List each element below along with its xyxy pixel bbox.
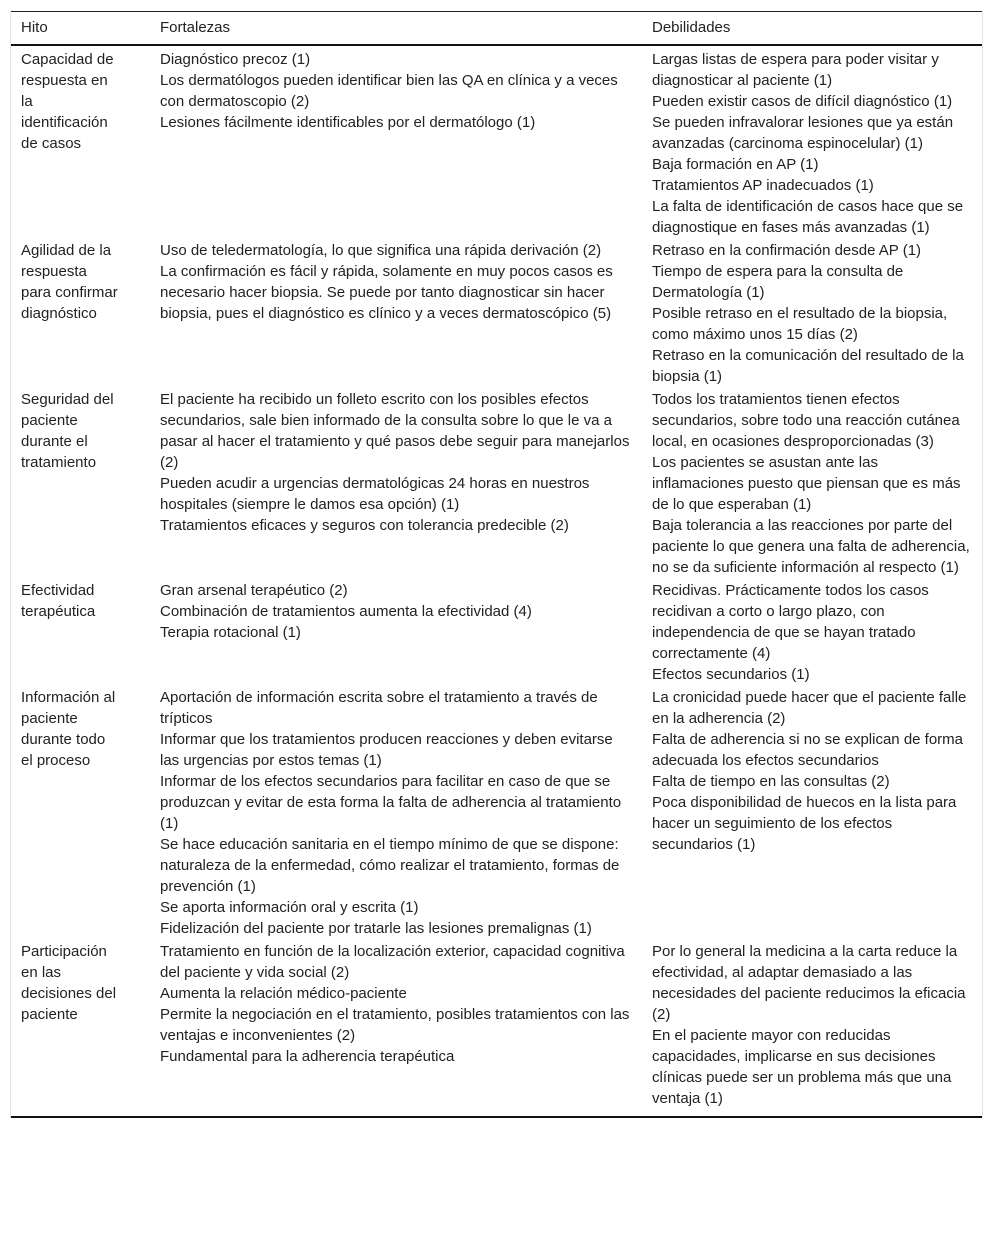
- fortaleza-item: Aumenta la relación médico-paciente: [160, 985, 407, 1002]
- fortaleza-item: Fidelización del paciente por tratarle las lesiones premalignas (1): [160, 920, 592, 937]
- fortaleza-item: Lesiones fácilmente identificables por el dermatólogo (1): [160, 114, 536, 131]
- fortaleza-item: Terapia rotacional (1): [160, 624, 301, 641]
- fortaleza-item: Se hace educación sanitaria en el tiempo mínimo de que se dispone: naturaleza de la enfermedad, cómo realizar el tratamiento, formas de prevención (1): [160, 836, 620, 895]
- fortalezas-cell: [150, 579, 642, 686]
- fortaleza-item: Se aporta información oral y escrita (1): [160, 899, 419, 916]
- table-header: [11, 12, 982, 46]
- fortaleza-item: Uso de teledermatología, lo que significa una rápida derivación (2): [160, 242, 602, 259]
- debilidad-item: Por lo general la medicina a la carta reduce la efectividad, al adaptar demasiado a las necesidades del paciente reducimos la eficacia (2): [652, 943, 966, 1023]
- column-header-hito: Hito: [21, 19, 48, 36]
- debilidad-item: Pueden existir casos de difícil diagnóstico (1): [652, 93, 953, 110]
- debilidad-item: Tiempo de espera para la consulta de Dermatología (1): [652, 263, 904, 301]
- debilidades-cell: [642, 579, 982, 686]
- debilidades-cell: [642, 388, 982, 579]
- fortaleza-item: Tratamientos eficaces y seguros con tolerancia predecible (2): [160, 517, 569, 534]
- debilidad-item: Falta de adherencia si no se explican de forma adecuada los efectos secundarios: [652, 731, 964, 769]
- hito-cell: Información al paciente durante todo el proceso: [21, 689, 116, 769]
- fortaleza-item: Fundamental para la adherencia terapéutica: [160, 1048, 455, 1065]
- debilidad-item: Falta de tiempo en las consultas (2): [652, 773, 890, 790]
- table-row: [11, 239, 982, 388]
- debilidad-item: Largas listas de espera para poder visitar y diagnosticar al paciente (1): [652, 51, 939, 89]
- debilidad-item: Retraso en la comunicación del resultado de la biopsia (1): [652, 347, 964, 385]
- hito-cell: Agilidad de la respuesta para confirmar diagnóstico: [21, 242, 118, 322]
- debilidad-item: Todos los tratamientos tienen efectos secundarios, sobre todo una reacción cutánea local, en ocasiones desproporcionadas (3): [652, 391, 960, 450]
- fortaleza-item: Informar que los tratamientos producen reacciones y deben evitarse las urgencias por estos temas (1): [160, 731, 613, 769]
- fortaleza-item: Los dermatólogos pueden identificar bien las QA en clínica y a veces con dermatoscopio (2): [160, 72, 618, 110]
- table-row: [11, 686, 982, 940]
- debilidades-cell: [642, 686, 982, 940]
- debilidades-cell: [642, 940, 982, 1117]
- debilidad-item: Posible retraso en el resultado de la biopsia, como máximo unos 15 días (2): [652, 305, 948, 343]
- debilidad-item: Baja tolerancia a las reacciones por parte del paciente lo que genera una falta de adherencia, no se da suficiente información al respecto (1): [652, 517, 970, 576]
- fortalezas-cell: [150, 239, 642, 388]
- debilidad-item: La cronicidad puede hacer que el paciente falle en la adherencia (2): [652, 689, 967, 727]
- debilidad-item: Retraso en la confirmación desde AP (1): [652, 242, 922, 259]
- fortaleza-item: La confirmación es fácil y rápida, solamente en muy pocos casos es necesario hacer biopsia. Se puede por tanto diagnosticar sin hacer biopsia, pues el diagnóstico es clínico y a veces dermatoscópico (5): [160, 263, 613, 322]
- fortalezas-cell: [150, 686, 642, 940]
- hitos-table: [11, 11, 982, 1118]
- table-body: [11, 45, 982, 1117]
- table-row: [11, 45, 982, 239]
- fortalezas-cell: [150, 940, 642, 1117]
- debilidad-item: Recidivas. Prácticamente todos los casos recidivan a corto o largo plazo, con independencia de que se hayan tratado correctamente (4): [652, 582, 929, 662]
- fortaleza-item: Permite la negociación en el tratamiento, posibles tratamientos con las ventajas e inconvenientes (2): [160, 1006, 630, 1044]
- table-row: [11, 388, 982, 579]
- fortalezas-cell: [150, 388, 642, 579]
- hito-cell: Seguridad del paciente durante el tratamiento: [21, 391, 114, 471]
- table-row: [11, 940, 982, 1117]
- fortaleza-item: Combinación de tratamientos aumenta la efectividad (4): [160, 603, 532, 620]
- fortaleza-item: Informar de los efectos secundarios para facilitar en caso de que se produzcan y evitar de esta forma la falta de adherencia al tratamiento (1): [160, 773, 622, 832]
- debilidad-item: Efectos secundarios (1): [652, 666, 810, 683]
- fortaleza-item: Gran arsenal terapéutico (2): [160, 582, 348, 599]
- table-row: [11, 579, 982, 686]
- hito-cell: Participación en las decisiones del paciente: [21, 943, 117, 1023]
- debilidad-item: Los pacientes se asustan ante las inflamaciones puesto que piensan que es más de lo que esperaban (1): [652, 454, 961, 513]
- column-header-fortalezas: Fortalezas: [160, 19, 231, 36]
- fortaleza-item: Tratamiento en función de la localización exterior, capacidad cognitiva del paciente y vida social (2): [160, 943, 625, 981]
- hito-cell: Capacidad de respuesta en la identificación de casos: [21, 51, 114, 152]
- debilidad-item: Baja formación en AP (1): [652, 156, 819, 173]
- swot-table-container: [10, 11, 983, 1118]
- debilidad-item: Poca disponibilidad de huecos en la lista para hacer un seguimiento de los efectos secundarios (1): [652, 794, 957, 853]
- fortaleza-item: El paciente ha recibido un folleto escrito con los posibles efectos secundarios, sale bien informado de la consulta sobre lo que le va a pasar al hacer el tratamiento y qué pasos debe seguir para manejarlos (2): [160, 391, 630, 471]
- fortaleza-item: Aportación de información escrita sobre el tratamiento a través de trípticos: [160, 689, 598, 727]
- debilidades-cell: [642, 239, 982, 388]
- fortaleza-item: Pueden acudir a urgencias dermatológicas 24 horas en nuestros hospitales (siempre le damos esa opción) (1): [160, 475, 590, 513]
- debilidad-item: Se pueden infravalorar lesiones que ya están avanzadas (carcinoma espinocelular) (1): [652, 114, 954, 152]
- debilidad-item: La falta de identificación de casos hace que se diagnostique en fases más avanzadas (1): [652, 198, 964, 236]
- hito-cell: Efectividad terapéutica: [21, 582, 96, 620]
- debilidad-item: En el paciente mayor con reducidas capacidades, implicarse en sus decisiones clínicas puede ser un problema más que una ventaja (1): [652, 1027, 952, 1107]
- fortalezas-cell: [150, 45, 642, 239]
- debilidades-cell: [642, 45, 982, 239]
- header-row: [11, 12, 982, 46]
- column-header-debilidades: Debilidades: [652, 19, 731, 36]
- debilidad-item: Tratamientos AP inadecuados (1): [652, 177, 874, 194]
- fortaleza-item: Diagnóstico precoz (1): [160, 51, 311, 68]
